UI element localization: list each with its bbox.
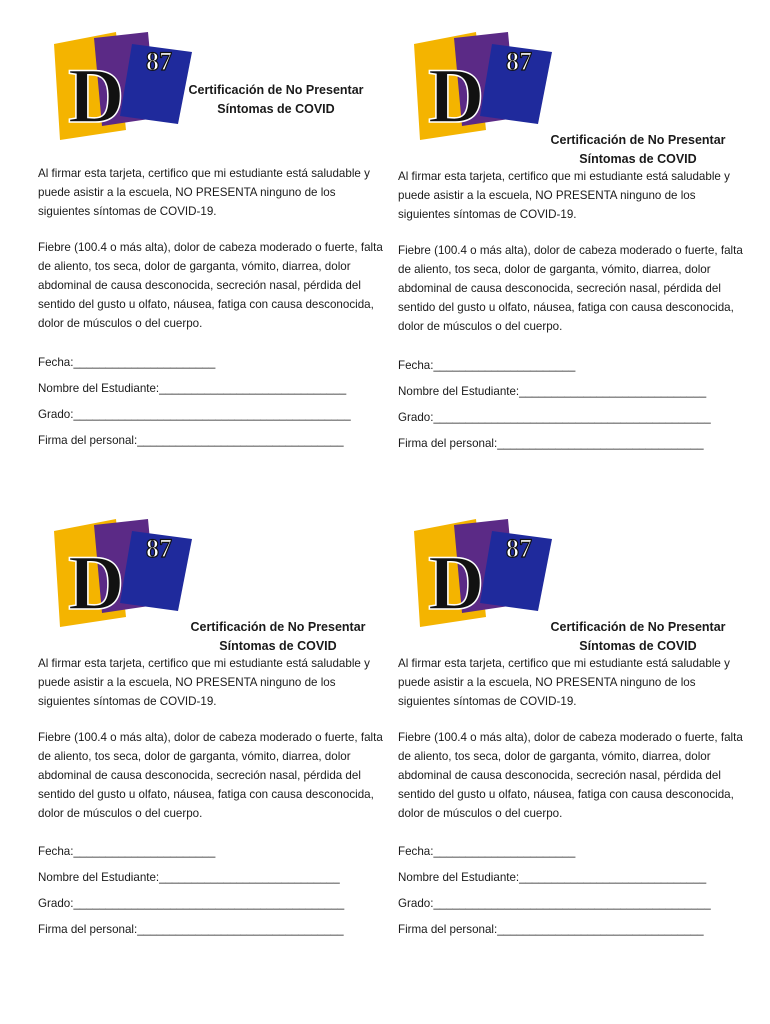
certification-card [38, 517, 383, 987]
signature-fields [398, 353, 743, 457]
card-title [538, 618, 738, 656]
signature-fields [38, 839, 383, 943]
certification-card [398, 30, 743, 500]
symptoms-list: Fiebre (100.4 o más alta), dolor de cabeza moderado o fuerte, falta de aliento, tos seca, dolor de garganta, vómito, diarrea, dolor abdominal de causa desconocida, secreción nasal, pérdida del sentido del gusto u olfato, náusea, fatiga con causa desconocida, dolor de músculos o del cuerpo. [38, 241, 383, 330]
grade-field[interactable]: Grado:___________________________________________ [38, 408, 351, 421]
student-name-field[interactable]: Nombre del Estudiante:_____________________________ [398, 871, 707, 884]
card-body [38, 164, 383, 333]
card-title-line2: Síntomas de COVID [579, 152, 697, 166]
district-87-logo [46, 517, 196, 627]
certification-card [398, 517, 743, 987]
logo-letter: D [68, 539, 125, 626]
card-body [398, 654, 743, 823]
date-field[interactable]: Fecha:______________________ [38, 845, 216, 858]
logo-number: 87 [146, 534, 172, 563]
certification-statement: Al firmar esta tarjeta, certifico que mi estudiante está saludable y puede asistir a la escuela, NO PRESENTA ninguno de los siguientes síntomas de COVID-19. [38, 167, 370, 218]
student-name-field[interactable]: Nombre del Estudiante:_____________________________ [398, 385, 707, 398]
card-title [538, 131, 738, 169]
certification-card [38, 30, 383, 500]
signature-fields [38, 350, 383, 454]
staff-signature-field[interactable]: Firma del personal:________________________________ [398, 437, 704, 450]
district-87-logo [406, 30, 556, 140]
signature-fields [398, 839, 743, 943]
symptoms-list: Fiebre (100.4 o más alta), dolor de cabeza moderado o fuerte, falta de aliento, tos seca, dolor de garganta, vómito, diarrea, dolor abdominal de causa desconocida, secreción nasal, pérdida del sentido del gusto u olfato, náusea, fatiga con causa desconocida, dolor de músculos o del cuerpo. [398, 731, 743, 820]
logo-number: 87 [146, 47, 172, 76]
grade-field[interactable]: Grado:___________________________________________ [398, 411, 711, 424]
card-body [398, 167, 743, 336]
card-title-line2: Síntomas de COVID [219, 639, 337, 653]
card-body [38, 654, 383, 823]
district-87-logo [406, 517, 556, 627]
card-title-line2: Síntomas de COVID [579, 639, 697, 653]
grade-field[interactable]: Grado:___________________________________________ [398, 897, 711, 910]
card-title-line1: Certificación de No Presentar [550, 133, 726, 147]
symptoms-list: Fiebre (100.4 o más alta), dolor de cabeza moderado o fuerte, falta de aliento, tos seca, dolor de garganta, vómito, diarrea, dolor abdominal de causa desconocida, secreción nasal, pérdida del sentido del gusto u olfato, náusea, fatiga con causa desconocida, dolor de músculos o del cuerpo. [38, 731, 383, 820]
certification-statement: Al firmar esta tarjeta, certifico que mi estudiante está saludable y puede asistir a la escuela, NO PRESENTA ninguno de los siguientes síntomas de COVID-19. [38, 657, 370, 708]
logo-letter: D [428, 52, 485, 139]
logo-number: 87 [506, 534, 532, 563]
staff-signature-field[interactable]: Firma del personal:________________________________ [38, 923, 344, 936]
card-title-line1: Certificación de No Presentar [190, 620, 366, 634]
card-title [176, 81, 376, 119]
district-87-logo [46, 30, 196, 140]
date-field[interactable]: Fecha:______________________ [38, 356, 216, 369]
grade-field[interactable]: Grado:__________________________________________ [38, 897, 345, 910]
staff-signature-field[interactable]: Firma del personal:________________________________ [398, 923, 704, 936]
date-field[interactable]: Fecha:______________________ [398, 845, 576, 858]
logo-letter: D [68, 52, 125, 139]
student-name-field[interactable]: Nombre del Estudiante:_____________________________ [38, 382, 347, 395]
logo-number: 87 [506, 47, 532, 76]
card-title [178, 618, 378, 656]
staff-signature-field[interactable]: Firma del personal:________________________________ [38, 434, 344, 447]
symptoms-list: Fiebre (100.4 o más alta), dolor de cabeza moderado o fuerte, falta de aliento, tos seca, dolor de garganta, vómito, diarrea, dolor abdominal de causa desconocida, secreción nasal, pérdida del sentido del gusto u olfato, náusea, fatiga con causa desconocida, dolor de músculos o del cuerpo. [398, 244, 743, 333]
logo-letter: D [428, 539, 485, 626]
card-title-line2: Síntomas de COVID [217, 102, 335, 116]
card-title-line1: Certificación de No Presentar [550, 620, 726, 634]
certification-statement: Al firmar esta tarjeta, certifico que mi estudiante está saludable y puede asistir a la escuela, NO PRESENTA ninguno de los siguientes síntomas de COVID-19. [398, 170, 730, 221]
student-name-field[interactable]: Nombre del Estudiante:____________________________ [38, 871, 340, 884]
card-title-line1: Certificación de No Presentar [188, 83, 364, 97]
certification-statement: Al firmar esta tarjeta, certifico que mi estudiante está saludable y puede asistir a la escuela, NO PRESENTA ninguno de los siguientes síntomas de COVID-19. [398, 657, 730, 708]
date-field[interactable]: Fecha:______________________ [398, 359, 576, 372]
